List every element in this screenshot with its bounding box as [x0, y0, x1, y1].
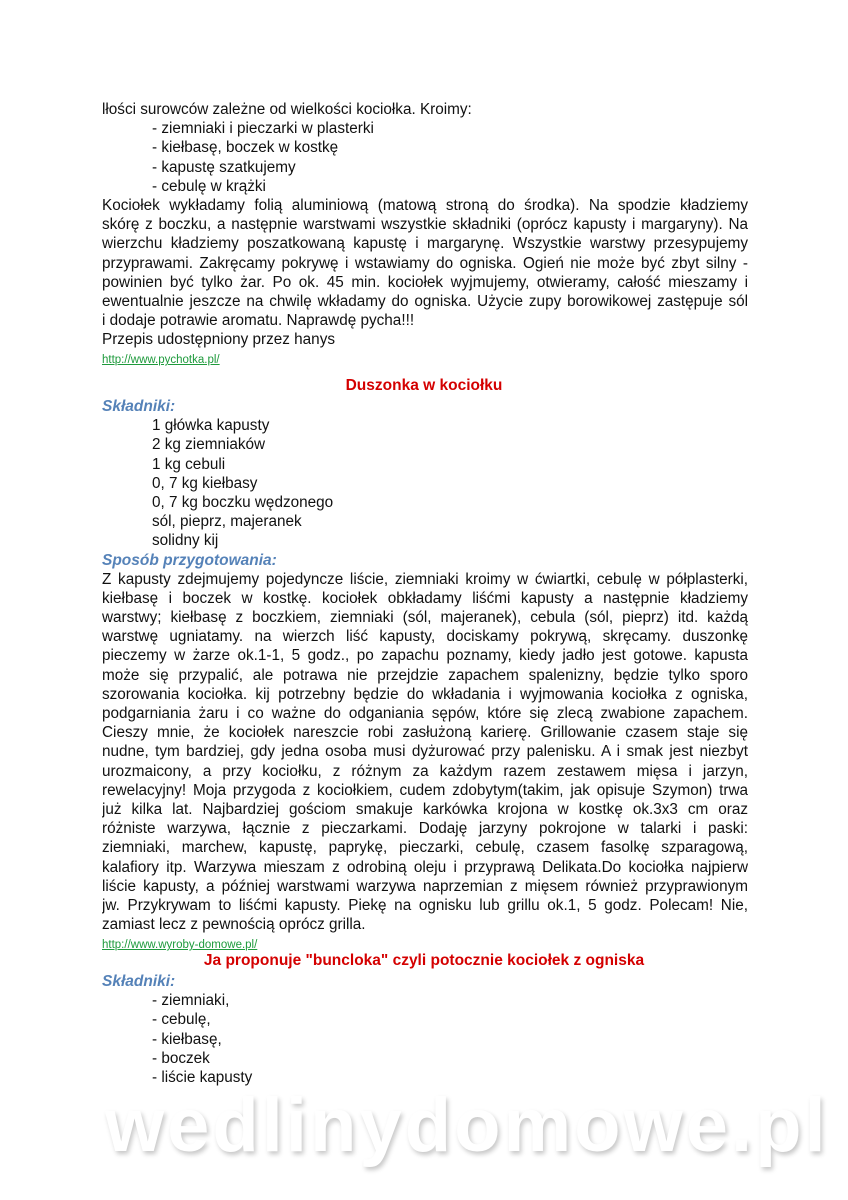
- ingredient-item: 2 kg ziemniaków: [152, 436, 266, 454]
- paragraph-line: skórę z boczku, a następnie warstwami wszystkie składniki (oprócz kapusty i margaryny). Na: [102, 216, 748, 234]
- paragraph-line: różniste warzywa, łącznie z pieczarkami. Dodaję jarzyny pokrojone w talarki i paski:: [102, 820, 748, 838]
- paragraph-line: rewelacyjny! Moja przygoda z kociołkiem, cudem zdobytym(takim, jak opisuje Szymon) trwa: [102, 781, 748, 799]
- recipe-duszonka: [102, 397, 748, 954]
- paragraph-line: i dodaje potrawie aromatu. Naprawdę pycha!!!: [102, 312, 415, 330]
- paragraph-line: ewentualnie jeszcze na chwilę wkładamy do ogniska. Użycie zupy borowikowej zastępuje sól: [102, 292, 748, 310]
- paragraph-line: Kociołek wykładamy folią aluminiową (matową stroną do środka). Na spodzie kładziemy: [102, 196, 748, 214]
- paragraph-line: może się przypalić, ale potrawa nie przejdzie zapachem spalenizny, będzie tylko sporo: [102, 666, 748, 684]
- source-link-wyroby[interactable]: http://www.wyroby-domowe.pl/: [102, 939, 258, 952]
- list-item: - kapustę szatkujemy: [152, 158, 296, 176]
- list-item: - cebulę w krążki: [152, 177, 266, 195]
- paragraph-line: ziemniaki, marchew, kapustę, paprykę, pieczarki, cebulę, czasem fasolkę szparagową,: [102, 839, 748, 857]
- paragraph-line: już kilka lat. Najbardziej gościom smakuje karkówka krojona w kostkę ok.3x3 cm oraz: [102, 800, 748, 818]
- list-item: - kiełbasę, boczek w kostkę: [152, 139, 339, 157]
- ingredient-item: sól, pieprz, majeranek: [152, 513, 302, 531]
- paragraph-line: pieczemy w żarze ok.1-1, 5 godz., po zapachu poznamy, kiedy jadło jest gotowe. kapusta: [102, 647, 748, 665]
- paragraph-line: warstwę ugniatamy. na wierzch liść kapusty, dociskamy pokrywą, skręcamy. duszonkę: [102, 628, 748, 646]
- paragraph-line: liście kapusty, a później warstwami warzywa naprzemian z mięsem również przyprawionym: [102, 877, 748, 895]
- ingredient-item: solidny kij: [152, 532, 219, 550]
- recipe-title-buncloka: Ja proponuje "buncloka" czyli potocznie kociołek z ogniska: [203, 952, 645, 969]
- ingredients-heading: Składniki:: [102, 973, 176, 990]
- ingredient-item: 1 kg cebuli: [152, 455, 226, 473]
- paragraph-line: zamiast lecz z pewnością oprócz grilla.: [102, 916, 366, 934]
- source-link-pychotka[interactable]: http://www.pychotka.pl/: [102, 354, 220, 367]
- ingredient-item: - boczek: [152, 1049, 210, 1067]
- recipe-buncloka: [102, 972, 748, 1087]
- recipe-title-duszonka: Duszonka w kociołku: [345, 377, 503, 394]
- list-item: - ziemniaki i pieczarki w plasterki: [152, 120, 374, 138]
- paragraph-line: jw. Przykrywam to liśćmi kapusty. Piekę na ognisku lub grillu ok.1, 5 godz. Polecam! Nie,: [102, 896, 748, 914]
- paragraph-line: kalafiory itp. Warzywa mieszam z odrobiną oleju i przyprawą Delikata.Do kociołka najpierw: [102, 858, 748, 876]
- paragraph-line: Z kapusty zdejmujemy pojedyncze liście, ziemniaki kroimy w ćwiartki, cebulę w półplasterki,: [102, 570, 748, 588]
- paragraph-line: nudne, tym bardziej, gdy jedna osoba musi dyżurować przy palenisku. A i smak jest niezbyt: [102, 743, 748, 761]
- ingredients-heading: Składniki:: [102, 398, 176, 415]
- ingredient-item: - liście kapusty: [152, 1068, 253, 1086]
- ingredient-item: 0, 7 kg boczku wędzonego: [152, 493, 334, 511]
- paragraph-line: urozmaicony, a przy kociołku, z różnym za każdym razem zestawem mięsa i jarzyn,: [102, 762, 748, 780]
- recipe-continuation: [102, 100, 748, 369]
- ingredient-item: 0, 7 kg kiełbasy: [152, 474, 258, 492]
- paragraph-line: kiełbasę i boczek w kostkę. kociołek obkładamy liśćmi kapusty a następnie kładziemy: [102, 589, 748, 607]
- paragraph-line: Cieszy mnie, że kociołek nareszcie robi zasłużoną karierę. Grillowanie czasem staje się: [102, 724, 748, 742]
- ingredient-item: - ziemniaki,: [152, 992, 230, 1010]
- ingredient-item: 1 główka kapusty: [152, 417, 270, 435]
- paragraph-line: powinien być tylko żar. Po ok. 45 min. kociołek wyjmujemy, otwieramy, całość mieszamy i: [102, 273, 748, 291]
- paragraph-line: szorowania kociołka. kij potrzebny będzie do wkładania i wyjmowania kociołka z ogniska,: [102, 685, 748, 703]
- watermark: wedlinydomowe.pl: [105, 1083, 829, 1168]
- paragraph-line: przyprawami. Zakręcamy pokrywę i wstawiamy do ogniska. Ogień nie może być zbyt silny -: [102, 254, 748, 272]
- paragraph-line: warstwy; kiełbasę z boczkiem, ziemniaki (sól, majeranek), cebula (sól, pieprz) itd. każdą: [102, 609, 748, 627]
- paragraph-line: wierzchu kładziemy poszatkowaną kapustę i margarynę. Wszystkie warstwy przesypujemy: [102, 235, 748, 253]
- ingredient-item: - cebulę,: [152, 1011, 211, 1029]
- ingredient-item: - kiełbasę,: [152, 1030, 222, 1048]
- recipe-credit: Przepis udostępniony przez hanys: [102, 331, 335, 349]
- intro-line: lłości surowców zależne od wielkości kociołka. Kroimy:: [102, 101, 472, 118]
- paragraph-line: podgarniania żaru i co ważne do odganiania sępów, które się zlecą zwabione zapachem.: [102, 705, 748, 722]
- method-heading: Sposób przygotowania:: [102, 551, 277, 569]
